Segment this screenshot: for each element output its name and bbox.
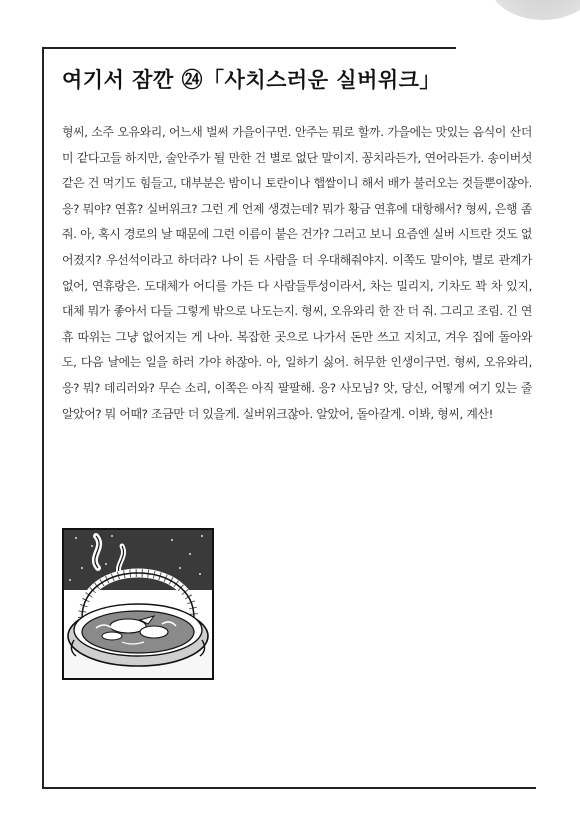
hotpot-illustration-icon bbox=[62, 528, 214, 680]
frame-bottom-rule bbox=[42, 787, 536, 789]
article-body: 형씨, 소주 오유와리, 어느새 벌써 가을이구먼. 안주는 뭐로 할까. 가을에는 맛있는 음식이 산더미 같다고들 하지만, 술안주가 될 만한 건 별로 없단 말이지. 꽁치라든가, 연어라든가. 송이버섯 같은 건 먹기도 힘들고, 대부분은 밤이니 토란이나 햅쌀이니 해서 배가 불러오는 것들뿐이잖아. 응? 뭐야? 연휴? 실버위크? 그런 게 언제 생겼는데? 뭐가 황금 연휴에 대항해서? 형씨, 은행 좀 줘. 아, 혹시 경로의 날 때문에 그런 이름이 붙은 건가? 그러고 보니 요즘엔 실버 시트란 것도 없어졌지? 우선석이라고 하더라? 나이 든 사람을 더 우대해줘야지. 이쪽도 말이야, 별로 관계가 없어, 연휴랑은. 도대체가 어디를 가든 다 사람들투성이라서, 차는 밀리지, 기차도 꽉 차 있지, 대체 뭐가 좋아서 다들 그렇게 밖으로 나도는지. 형씨, 오유와리 한 잔 더 줘. 그리고 조림. 긴 연휴 따위는 그냥 없어지는 게 나아. 복잡한 곳으로 나가서 돈만 쓰고 지치고, 겨우 집에 돌아와도, 다음 날에는 일을 하러 가야 하잖아. 아, 일하기 싫어. 허무한 인생이구먼. 형씨, 오유와리, 응? 뭐? 데리러와? 무슨 소리, 이쪽은 아직 팔팔해. 응? 사모님? 앗, 당신, 어떻게 여기 있는 줄 알았어? 뭐 어때? 조금만 더 있을게. 실버위크잖아. 알았어, 돌아갈게. 이봐, 형씨, 계산! bbox=[62, 125, 532, 421]
corner-decoration bbox=[488, 0, 580, 20]
page-title: 여기서 잠깐 ㉔「사치스러운 실버위크」 bbox=[62, 68, 441, 92]
frame-left-rule bbox=[42, 47, 44, 789]
frame-top-rule bbox=[42, 47, 456, 49]
